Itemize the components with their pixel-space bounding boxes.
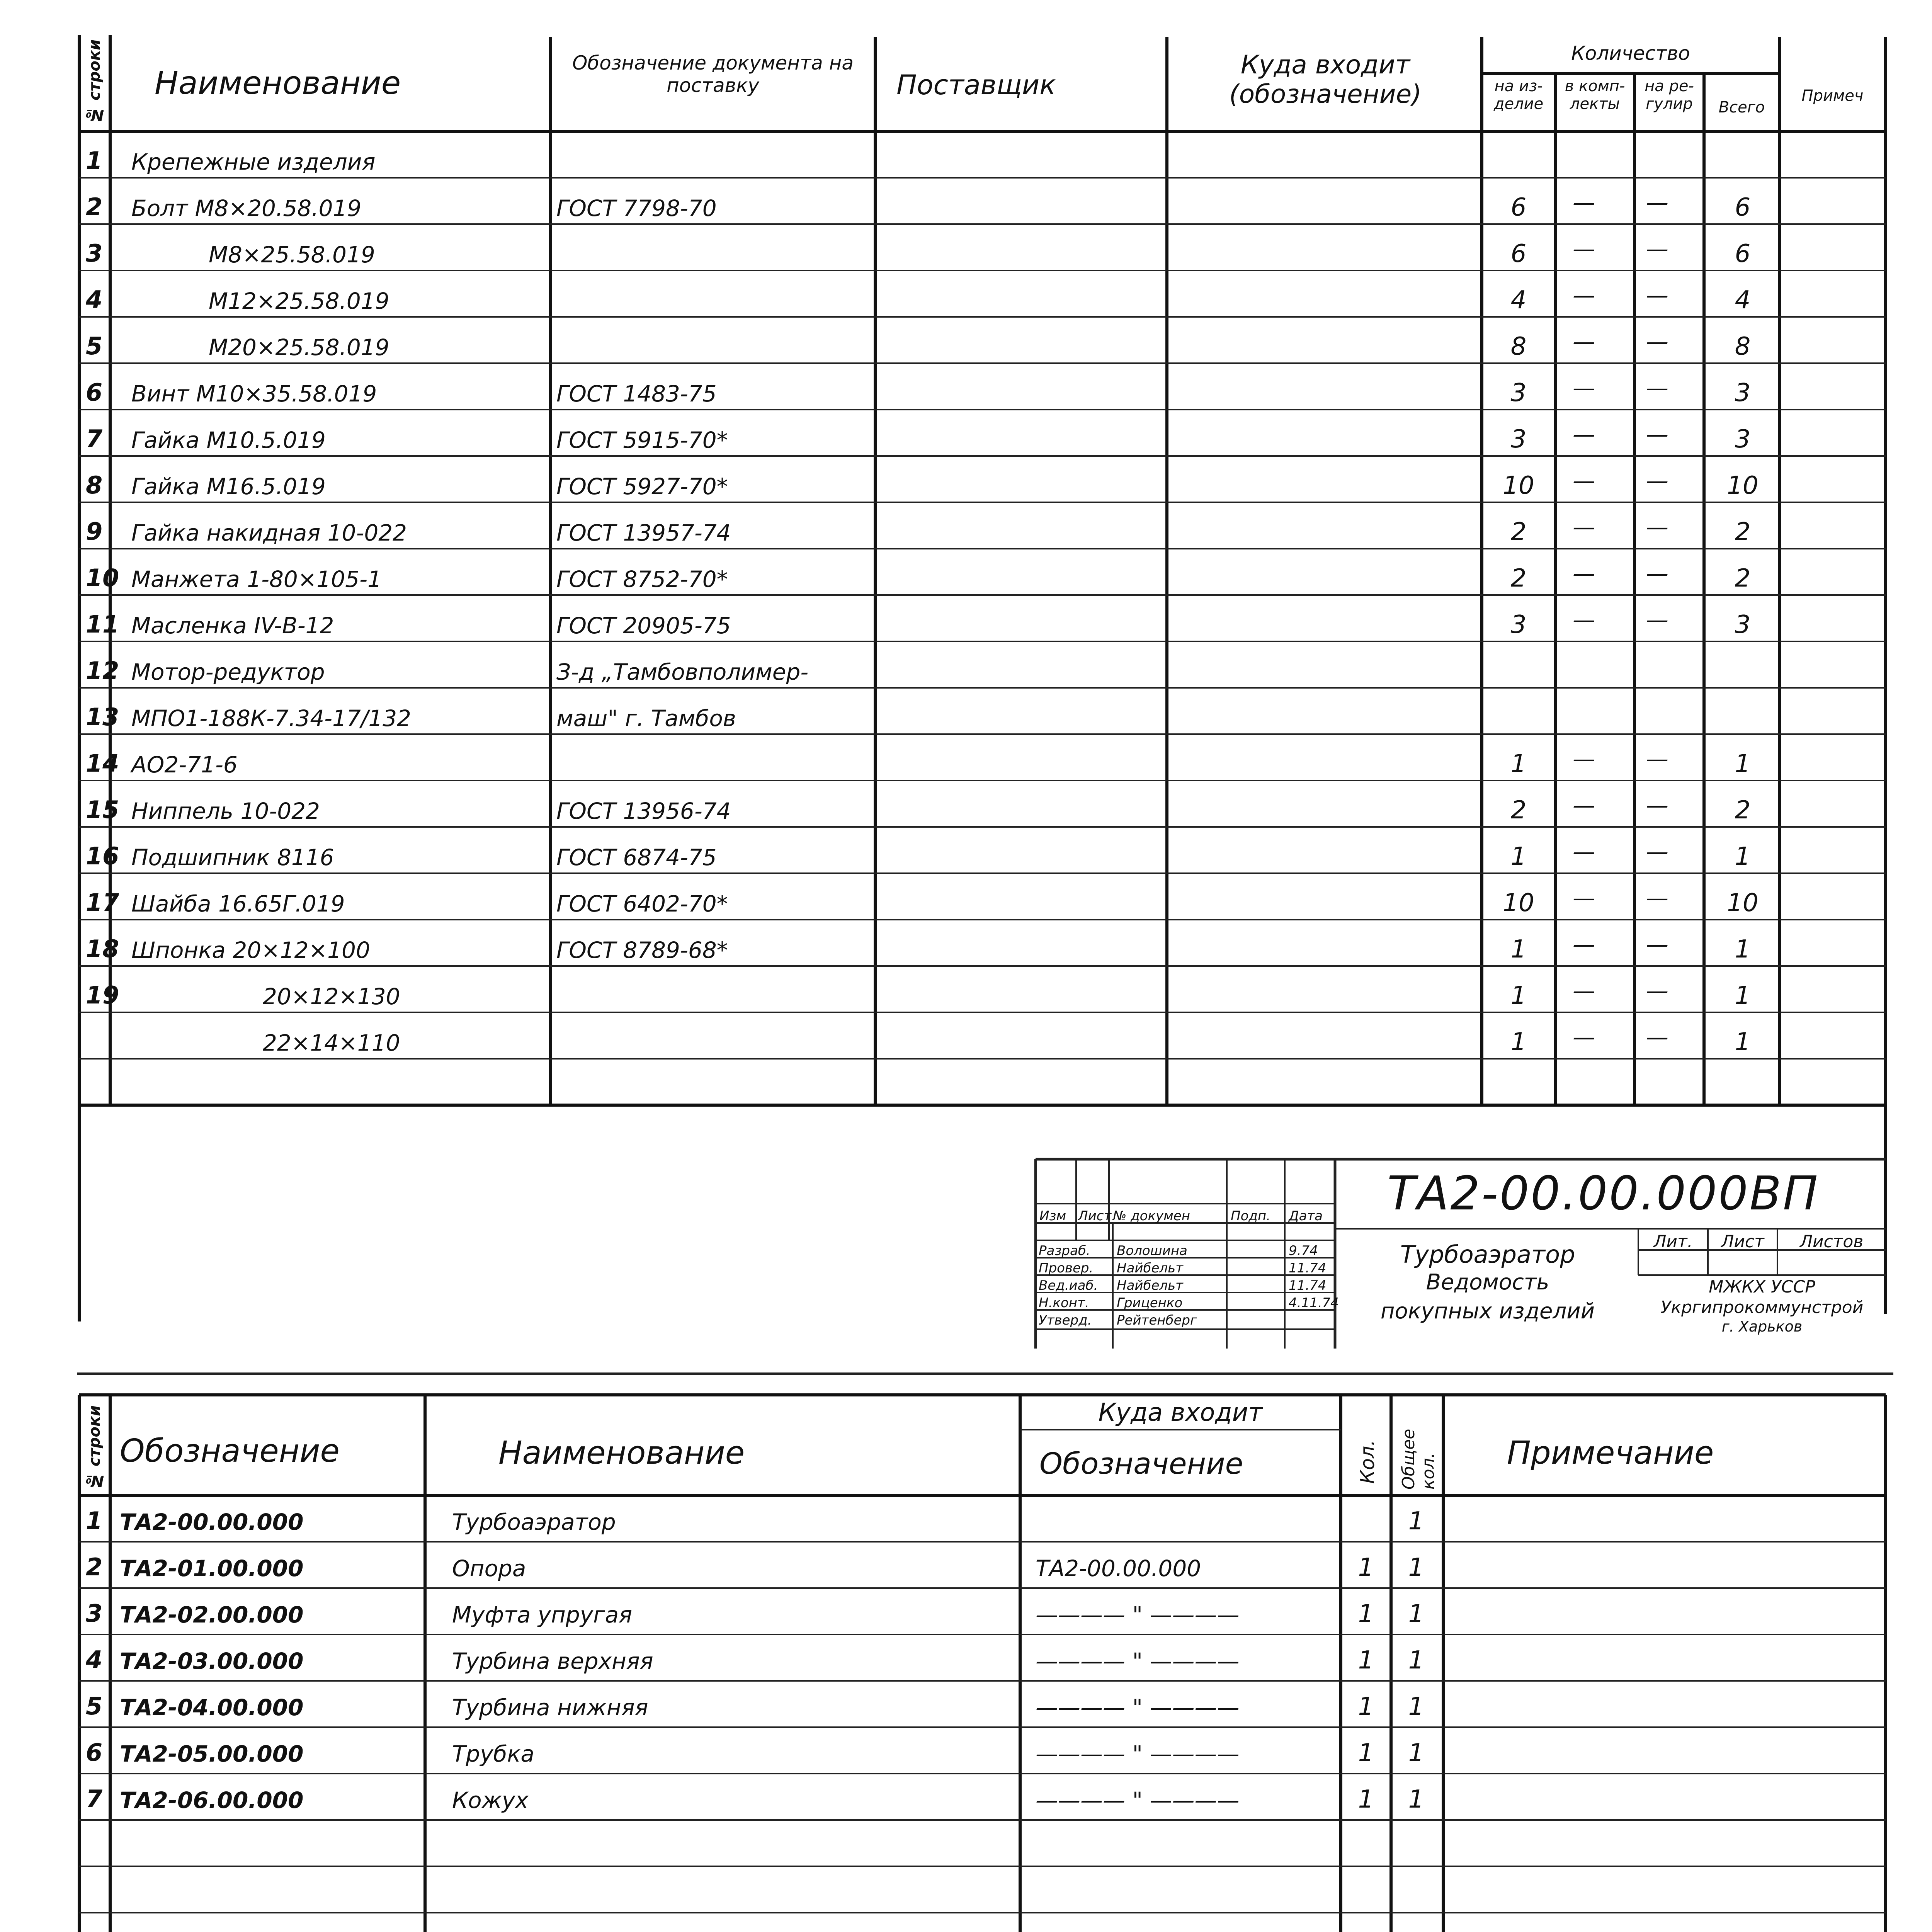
- dash-mark: —: [1646, 468, 1668, 494]
- total-qty: 1: [1408, 1600, 1424, 1628]
- qty-total: 10: [1727, 889, 1759, 917]
- total-qty: 1: [1408, 1507, 1424, 1536]
- qty-per-item: 8: [1510, 332, 1527, 361]
- row-number: 3: [86, 1599, 103, 1628]
- dash-mark: —: [1573, 514, 1595, 540]
- item-name: Шайба 16.65Г.019: [131, 891, 345, 917]
- tb-date: 4.11.74: [1289, 1295, 1339, 1311]
- row-number: 5: [86, 332, 103, 360]
- tb-izm-label: Изм: [1039, 1208, 1066, 1224]
- qty-per-item: 6: [1510, 193, 1527, 222]
- qty-total: 6: [1735, 240, 1751, 268]
- dash-mark: —: [1573, 792, 1595, 818]
- item-name: Винт М10×35.58.019: [131, 381, 377, 407]
- item-name: Турбина верхняя: [452, 1648, 653, 1674]
- where-top-header: Куда входит: [1098, 1398, 1263, 1427]
- qty: 1: [1358, 1785, 1374, 1814]
- row-number: 1: [86, 146, 103, 175]
- tb-sheet-label: Лист: [1721, 1232, 1764, 1252]
- row-number: 4: [86, 286, 103, 314]
- designation: ТА2-01.00.000: [120, 1555, 304, 1582]
- org-line-3: г. Харьков: [1721, 1318, 1803, 1335]
- qty-per-item: 3: [1510, 425, 1527, 454]
- row-number: 19: [86, 981, 119, 1009]
- supply-document: ГОСТ 5927-70*: [556, 473, 728, 500]
- supply-document: ГОСТ 8789-68*: [556, 937, 728, 963]
- doc-title-3: покупных изделий: [1380, 1299, 1595, 1324]
- tb-person: Найбельт: [1117, 1278, 1183, 1293]
- item-name: Гайка М10.5.019: [131, 427, 326, 453]
- row-number: 10: [86, 564, 119, 592]
- qty: 1: [1358, 1553, 1374, 1582]
- dash-mark: —: [1646, 978, 1668, 1004]
- designation: ТА2-00.00.000: [120, 1509, 304, 1535]
- row-number-header: № строки: [86, 39, 104, 124]
- item-name: АО2-71-6: [131, 752, 238, 778]
- dash-mark: —: [1646, 746, 1668, 772]
- row-number: 1: [86, 1507, 103, 1535]
- item-name: Шпонка 20×12×100: [131, 937, 370, 963]
- supply-document: ГОСТ 5915-70*: [556, 427, 728, 453]
- dash-mark: —: [1573, 931, 1595, 957]
- dash-mark: —: [1646, 607, 1668, 633]
- qty-per-item: 4: [1510, 286, 1527, 315]
- parent-designation: ———— " ————: [1036, 1694, 1240, 1721]
- row-number: 12: [86, 656, 119, 685]
- qty-per-item: 1: [1510, 1028, 1527, 1056]
- row-number: 13: [86, 703, 119, 731]
- supply-document: ГОСТ 6874-75: [556, 844, 717, 871]
- tb-lit-label: Лит.: [1653, 1232, 1693, 1252]
- note-header: Примеч: [1801, 87, 1864, 105]
- qty-per-item: 6: [1510, 240, 1527, 268]
- tb-person: Найбельт: [1117, 1260, 1183, 1276]
- dash-mark: —: [1646, 282, 1668, 308]
- qty-per-item: 2: [1510, 564, 1527, 593]
- qty-total: 2: [1735, 564, 1751, 593]
- doc-title-2: Ведомость: [1426, 1270, 1549, 1295]
- dash-mark: —: [1573, 282, 1595, 308]
- tb-doc-label: № докумен: [1113, 1208, 1190, 1224]
- item-name: Мотор-редуктор: [131, 659, 325, 685]
- qty: 1: [1358, 1692, 1374, 1721]
- item-name-header: Наименование: [498, 1435, 745, 1471]
- dash-mark: —: [1573, 746, 1595, 772]
- row-number: 2: [86, 1553, 103, 1581]
- qty-adjust-header: на ре-гулир: [1645, 77, 1694, 113]
- row-number: 15: [86, 796, 119, 824]
- doc-title-1: Турбоаэратор: [1400, 1240, 1575, 1269]
- supplier-header: Поставщик: [896, 69, 1056, 101]
- item-name: Гайка М16.5.019: [131, 473, 326, 500]
- qty-per-item: 1: [1510, 935, 1527, 964]
- parent-designation: ———— " ————: [1036, 1787, 1240, 1813]
- row-number: 9: [86, 517, 103, 546]
- remark-header: Примечание: [1507, 1435, 1714, 1471]
- row-number: 7: [86, 1785, 103, 1813]
- item-name: М20×25.58.019: [209, 334, 389, 361]
- dash-mark: —: [1573, 375, 1595, 401]
- dash-mark: —: [1573, 978, 1595, 1004]
- dash-mark: —: [1573, 607, 1595, 633]
- parent-designation: ———— " ————: [1036, 1648, 1240, 1674]
- dash-mark: —: [1573, 885, 1595, 911]
- total-qty: 1: [1408, 1785, 1424, 1814]
- qty-per-item: 1: [1510, 750, 1527, 778]
- item-name: Кожух: [452, 1787, 529, 1813]
- tb-person: Гриценко: [1117, 1295, 1183, 1311]
- supply-document: ГОСТ 1483-75: [556, 381, 717, 407]
- parent-designation: ———— " ————: [1036, 1741, 1240, 1767]
- tb-role: Утверд.: [1039, 1313, 1092, 1328]
- row-number: 17: [86, 888, 119, 917]
- qty-total: 1: [1735, 1028, 1751, 1056]
- row-number: 14: [86, 749, 119, 777]
- qty-total: 2: [1735, 796, 1751, 825]
- dash-mark: —: [1646, 328, 1668, 355]
- total-qty-header: Общее кол.: [1399, 1429, 1438, 1490]
- qty: 1: [1358, 1600, 1374, 1628]
- qty-per-item: 3: [1510, 379, 1527, 407]
- supply-document: ГОСТ 13957-74: [556, 520, 731, 546]
- row-number: 16: [86, 842, 119, 870]
- supply-document: ГОСТ 20905-75: [556, 612, 731, 639]
- designation: ТА2-05.00.000: [120, 1741, 304, 1767]
- item-name: Опора: [452, 1555, 526, 1582]
- item-name: Болт М8×20.58.019: [131, 195, 362, 221]
- tb-date-label: Дата: [1289, 1208, 1323, 1224]
- row-number: 6: [86, 378, 103, 406]
- qty-total: 3: [1735, 425, 1751, 454]
- designation: ТА2-03.00.000: [120, 1648, 304, 1674]
- tb-role: Н.конт.: [1039, 1295, 1089, 1311]
- qty: 1: [1358, 1739, 1374, 1767]
- qty-total: 6: [1735, 193, 1751, 222]
- where-header: Куда входит (обозначение): [1229, 50, 1422, 109]
- org-line-2: Укргипрокоммунстрой: [1660, 1298, 1864, 1317]
- org-line-1: МЖКХ УССР: [1709, 1277, 1815, 1297]
- dash-mark: —: [1646, 792, 1668, 818]
- dash-mark: —: [1573, 468, 1595, 494]
- doc-code: ТА2-00.00.000ВП: [1387, 1167, 1820, 1221]
- qty-total: 8: [1735, 332, 1751, 361]
- qty-total: 2: [1735, 518, 1751, 546]
- qty-kit-header: в комп-лекты: [1565, 77, 1625, 113]
- qty-per-item: 3: [1510, 611, 1527, 639]
- row-number: 18: [86, 935, 119, 963]
- row-number: 7: [86, 425, 103, 453]
- supply-document: ГОСТ 8752-70*: [556, 566, 728, 592]
- qty-per-item: 1: [1510, 981, 1527, 1010]
- row-number: 5: [86, 1692, 103, 1720]
- designation: ТА2-04.00.000: [120, 1694, 304, 1721]
- row-number-header-2: № строки: [86, 1405, 104, 1490]
- qty-total: 1: [1735, 935, 1751, 964]
- item-name: М8×25.58.019: [209, 242, 375, 268]
- dash-mark: —: [1573, 328, 1595, 355]
- designation-header: Обозначение: [120, 1433, 340, 1469]
- row-number: 11: [86, 610, 119, 638]
- item-name: Турбоаэратор: [452, 1509, 616, 1535]
- qty-total: 1: [1735, 750, 1751, 778]
- total-qty: 1: [1408, 1646, 1424, 1675]
- tb-list-label: Лист: [1078, 1208, 1112, 1224]
- item-name: Трубка: [452, 1741, 534, 1767]
- supply-document: ГОСТ 13956-74: [556, 798, 731, 824]
- dash-mark: —: [1573, 560, 1595, 587]
- dash-mark: —: [1646, 1024, 1668, 1050]
- designation: ТА2-02.00.000: [120, 1602, 304, 1628]
- qty-total: 4: [1735, 286, 1751, 315]
- item-name: МПО1-188К-7.34-17/132: [131, 705, 412, 731]
- doc-header: Обозначение документа на поставку: [572, 52, 854, 97]
- qty-per-item: 2: [1510, 796, 1527, 825]
- tb-date: 9.74: [1289, 1243, 1318, 1259]
- supply-document: маш" г. Тамбов: [556, 705, 736, 731]
- total-qty: 1: [1408, 1739, 1424, 1767]
- item-name: Манжета 1-80×105-1: [131, 566, 382, 592]
- qty-total-header: Всего: [1718, 99, 1765, 116]
- dash-mark: —: [1573, 838, 1595, 865]
- dash-mark: —: [1646, 931, 1668, 957]
- dash-mark: —: [1646, 189, 1668, 216]
- parent-designation: ТА2-00.00.000: [1036, 1555, 1201, 1582]
- qty-per-item: 2: [1510, 518, 1527, 546]
- qty-total: 3: [1735, 379, 1751, 407]
- tb-sign-label: Подп.: [1231, 1208, 1270, 1224]
- supply-document: З-д „Тамбовполимер-: [556, 659, 809, 685]
- qty-header-2: Кол.: [1356, 1440, 1379, 1484]
- qty-total: 1: [1735, 842, 1751, 871]
- dash-mark: —: [1646, 885, 1668, 911]
- item-name: 22×14×110: [263, 1030, 400, 1056]
- tb-role: Разраб.: [1039, 1243, 1090, 1259]
- row-number: 2: [86, 193, 103, 221]
- item-name: Ниппель 10-022: [131, 798, 320, 824]
- name-header: Наименование: [155, 65, 401, 102]
- row-number: 4: [86, 1646, 103, 1674]
- tb-person: Рейтенберг: [1117, 1313, 1197, 1328]
- qty-per-item: 1: [1510, 842, 1527, 871]
- dash-mark: —: [1646, 560, 1668, 587]
- qty-per-item: 10: [1503, 889, 1534, 917]
- item-name: Муфта упругая: [452, 1602, 633, 1628]
- tb-role: Провер.: [1039, 1260, 1094, 1276]
- dash-mark: —: [1646, 514, 1668, 540]
- qty-total: 3: [1735, 611, 1751, 639]
- dash-mark: —: [1573, 236, 1595, 262]
- item-name: М12×25.58.019: [209, 288, 389, 314]
- quantity-header: Количество: [1571, 42, 1690, 65]
- qty-total: 1: [1735, 981, 1751, 1010]
- dash-mark: —: [1573, 421, 1595, 447]
- dash-mark: —: [1646, 236, 1668, 262]
- dash-mark: —: [1646, 421, 1668, 447]
- tb-date: 11.74: [1289, 1278, 1327, 1293]
- item-name: Гайка накидная 10-022: [131, 520, 407, 546]
- item-name: Турбина нижняя: [452, 1694, 648, 1721]
- item-name: Крепежные изделия: [131, 149, 376, 175]
- item-name: Подшипник 8116: [131, 844, 334, 871]
- row-number: 8: [86, 471, 103, 499]
- item-name: 20×12×130: [263, 983, 400, 1010]
- dash-mark: —: [1646, 838, 1668, 865]
- dash-mark: —: [1573, 1024, 1595, 1050]
- parent-designation: ———— " ————: [1036, 1602, 1240, 1628]
- total-qty: 1: [1408, 1553, 1424, 1582]
- tb-role: Вед.иаб.: [1039, 1278, 1098, 1293]
- tb-sheets-label: Листов: [1799, 1232, 1864, 1252]
- qty-total: 10: [1727, 471, 1759, 500]
- supply-document: ГОСТ 7798-70: [556, 195, 717, 221]
- dash-mark: —: [1646, 375, 1668, 401]
- dash-mark: —: [1573, 189, 1595, 216]
- qty: 1: [1358, 1646, 1374, 1675]
- tb-date: 11.74: [1289, 1260, 1327, 1276]
- qty-per-item-header: на из-делие: [1493, 77, 1544, 113]
- row-number: 3: [86, 239, 103, 267]
- supply-document: ГОСТ 6402-70*: [556, 891, 728, 917]
- item-name: Масленка IV-В-12: [131, 612, 334, 639]
- tb-person: Волошина: [1117, 1243, 1187, 1259]
- row-number: 6: [86, 1738, 103, 1767]
- where-designation-header: Обозначение: [1039, 1446, 1243, 1481]
- designation: ТА2-06.00.000: [120, 1787, 304, 1813]
- total-qty: 1: [1408, 1692, 1424, 1721]
- qty-per-item: 10: [1503, 471, 1534, 500]
